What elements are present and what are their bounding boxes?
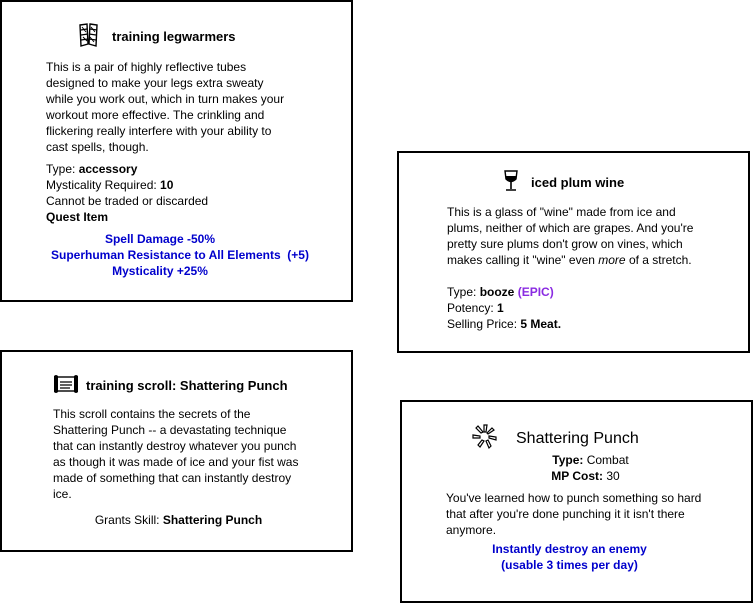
description-line: while you work out, which in turn makes your [46,92,285,106]
item-enchantments [2,231,318,279]
description-line: designed to make your legs extra sweaty [46,76,264,90]
description-line: ice. [53,487,72,501]
description-line: flickering really interfere with your ability to [46,124,272,138]
quest-item-badge: Quest Item [46,210,109,224]
legwarmers-icon [76,22,102,51]
description-line: plums, neither of which are grapes. And you're [447,221,694,235]
enchantment: Spell Damage -50% [104,232,216,246]
item-header [501,169,624,196]
grants-skill: Grants Skill: Shattering Punch [94,513,263,527]
skill-effect: Instantly destroy an enemy [492,542,647,556]
description-line: anymore. [446,523,497,537]
item-description [46,59,284,155]
description-line: workout more effective. The crinkling and [46,108,265,122]
item-header [52,373,288,398]
description-line: You've learned how to punch something so hard [446,491,702,505]
skill-card-shattering-punch [400,400,753,603]
description-line: that can instantly destroy whatever you punch [53,439,297,453]
item-name: training legwarmers [112,29,236,44]
description-line: This is a glass of "wine" made from ice and [447,205,676,219]
skill-description [446,490,701,538]
enchantment: Superhuman Resistance to All Elements (+5) [51,248,309,262]
scroll-icon [52,373,80,398]
item-name: iced plum wine [531,175,625,190]
item-selling-price: Selling Price: 5 Meat. [447,317,562,331]
item-stats [46,161,208,225]
shatter-burst-icon [470,422,500,455]
description-line: as though it was made of ice and your fist was [53,455,299,469]
item-stats [447,284,561,332]
wine-glass-icon [501,169,521,196]
item-card-iced-plum-wine [397,151,750,353]
no-trade-note: Cannot be traded or discarded [46,194,209,208]
description-line: Shattering Punch -- a devastating technique [53,423,287,437]
item-type: Type: accessory [46,162,138,176]
item-header [76,22,236,51]
item-potency: Potency: 1 [447,301,504,315]
skill-mp-cost: MP Cost: 30 [551,469,620,483]
description-line: cast spells, though. [46,140,149,154]
skill-stats [402,452,753,484]
skill-name: Shattering Punch [516,429,639,447]
skill-type: Type: Combat [552,453,629,467]
item-card-training-scroll [0,350,353,552]
skill-effects [402,541,737,573]
item-requirement: Mysticality Required: 10 [46,178,174,192]
description-line: This is a pair of highly reflective tubes [46,60,247,74]
description-line: made of something that can instantly destroy [53,471,292,485]
quality-badge: (EPIC) [517,285,554,299]
item-name: training scroll: Shattering Punch [86,378,288,393]
item-description [53,406,298,502]
skill-header [470,422,639,455]
description-line: pretty sure plums don't grow on vines, which [447,237,683,251]
item-card-training-legwarmers [0,0,353,302]
skill-effect: (usable 3 times per day) [501,558,638,572]
item-description [447,204,693,268]
enchantment-bonus: (+5) [287,248,309,262]
description-line: makes calling it "wine" even more of a stretch. [447,253,692,267]
item-type: Type: booze (EPIC) [447,285,554,299]
enchantment: Mysticality +25% [112,264,208,278]
description-line: that after you're done punching it it isn't there [446,507,685,521]
description-line: This scroll contains the secrets of the [53,407,251,421]
